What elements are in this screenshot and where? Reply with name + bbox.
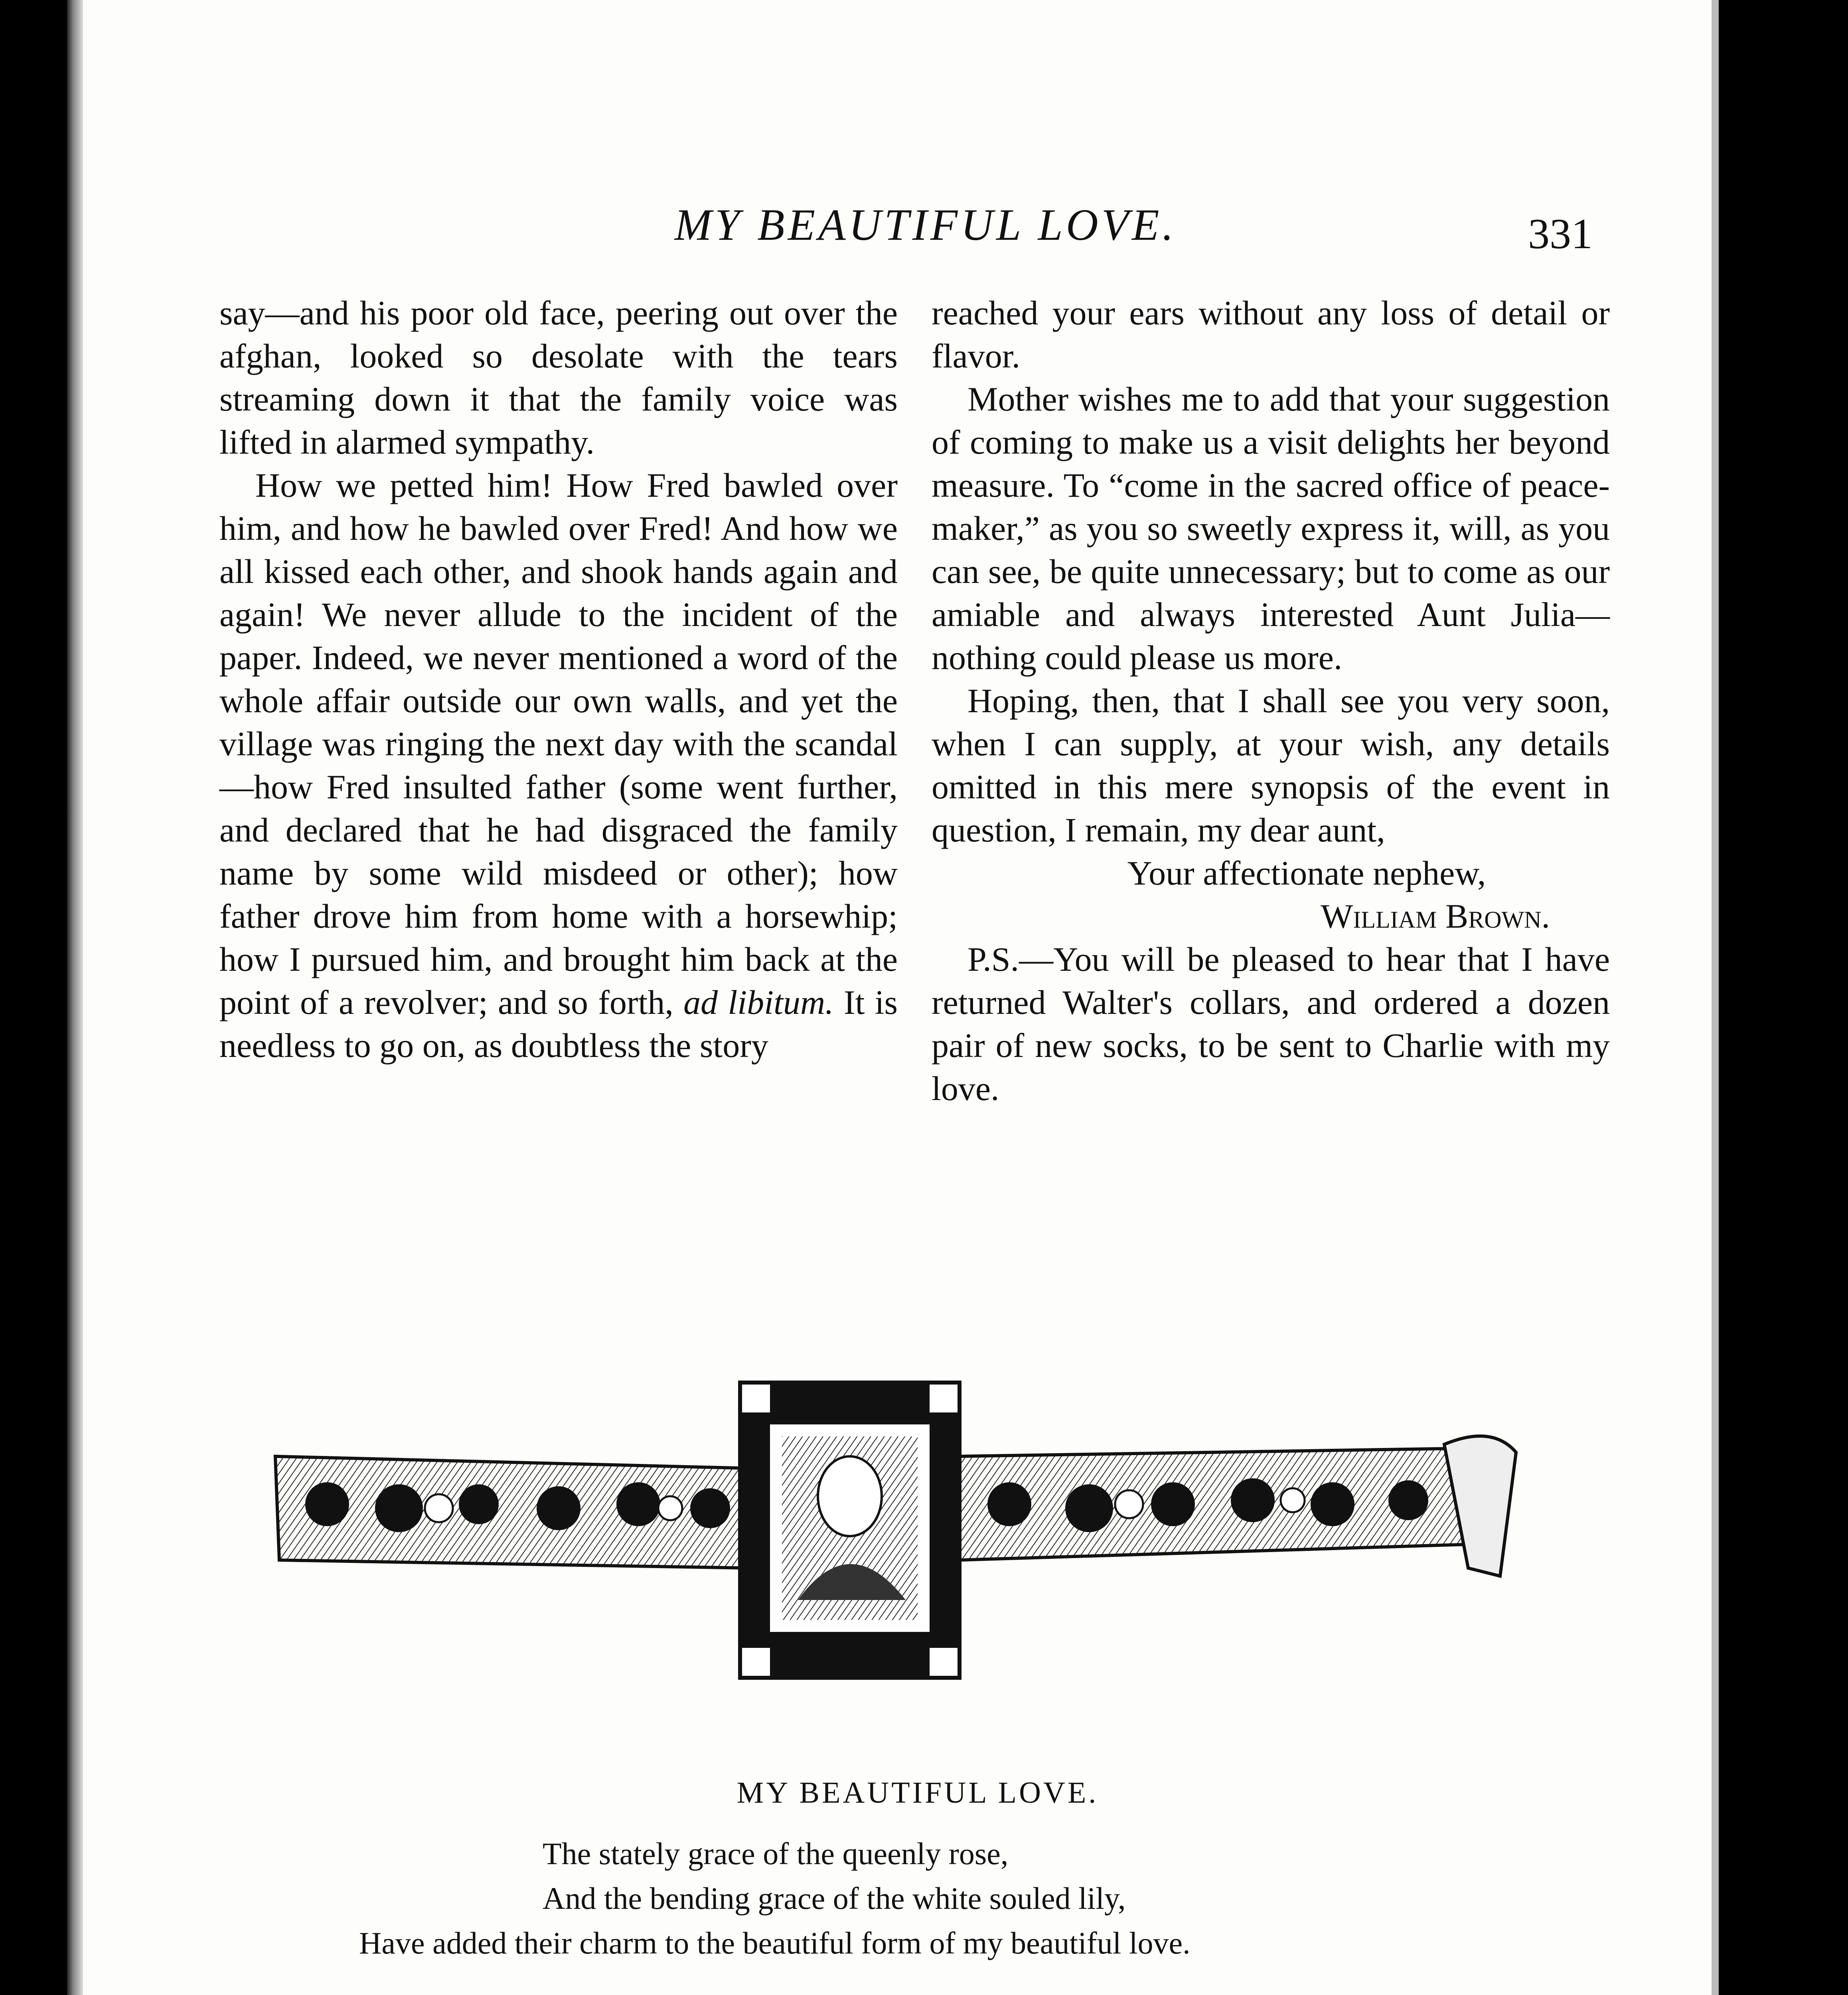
poem-line xyxy=(359,1991,1476,1995)
poem-line: And the bending grace of the white souled lily, xyxy=(543,1881,1126,1916)
postscript: P.S.—You will be pleased to hear that I have returned Walter's collars, and ordered a dozen pair of new socks, to be sent to Charlie with my love. xyxy=(932,940,1610,1108)
page-edge xyxy=(1712,0,1719,1995)
poem-line: Have added their charm to the beautiful form of my beautiful love. xyxy=(359,1926,1191,1960)
letter-closing: Your affectionate nephew, xyxy=(1127,854,1486,892)
page-number: 331 xyxy=(1528,210,1593,258)
paragraph: say—and his poor old face, peering out over the afghan, looked so desolate with the tears streaming down it that the family voice was lifted in alarmed sympathy. xyxy=(219,294,898,461)
paragraph: Hoping, then, that I shall see you very soon, when I can supply, at your wish, any details omitted in this mere synopsis of the event in question, I remain, my dear aunt, xyxy=(932,681,1610,849)
poem-line: The stately grace of the queenly rose, xyxy=(543,1836,1009,1871)
paragraph xyxy=(219,464,898,1067)
poem-title: MY BEAUTIFUL LOVE. xyxy=(736,1776,1099,1809)
right-column xyxy=(932,291,1610,1110)
running-title: MY BEAUTIFUL LOVE. xyxy=(674,200,1177,250)
paragraph: Mother wishes me to add that your suggestion of coming to make us a visit delights her beyond measure. To “come in the sacred office of peace-maker,” as you so sweetly express it, will, as you can see, be quite unnecessary; but to come as our amiable and always interested Aunt Julia—nothing could please us more. xyxy=(932,380,1610,677)
poem-stanza xyxy=(359,1831,1476,1965)
book-spine-shadow xyxy=(67,0,83,1995)
ribbon-ornament-illustration xyxy=(271,1377,1548,1688)
paragraph: reached your ears without any loss of detail or flavor. xyxy=(932,294,1610,375)
poem-stanza xyxy=(359,1991,1476,1995)
paragraph-text: It is needless to go on, as doubtless the story xyxy=(219,983,898,1065)
left-column xyxy=(219,291,898,1067)
paragraph-text: How we petted him! How Fred bawled over him, and how he bawled over Fred! And how we all kissed each other, and shook hands again and again! We never allude to the incident of the paper. Indeed, we never mentioned a word of the whole affair outside our own walls, and yet the village was ringing the next day with the scandal—how Fred insulted father (some went further, and declared that he had disgraced the family name by some wild misdeed or other); how father drove him from home with a horsewhip; how I pursued him, and brought him back at the point of a revolver; and so forth, xyxy=(219,466,898,1021)
latin-phrase: ad libitum. xyxy=(683,983,834,1021)
letter-signature: William Brown. xyxy=(1321,897,1550,935)
